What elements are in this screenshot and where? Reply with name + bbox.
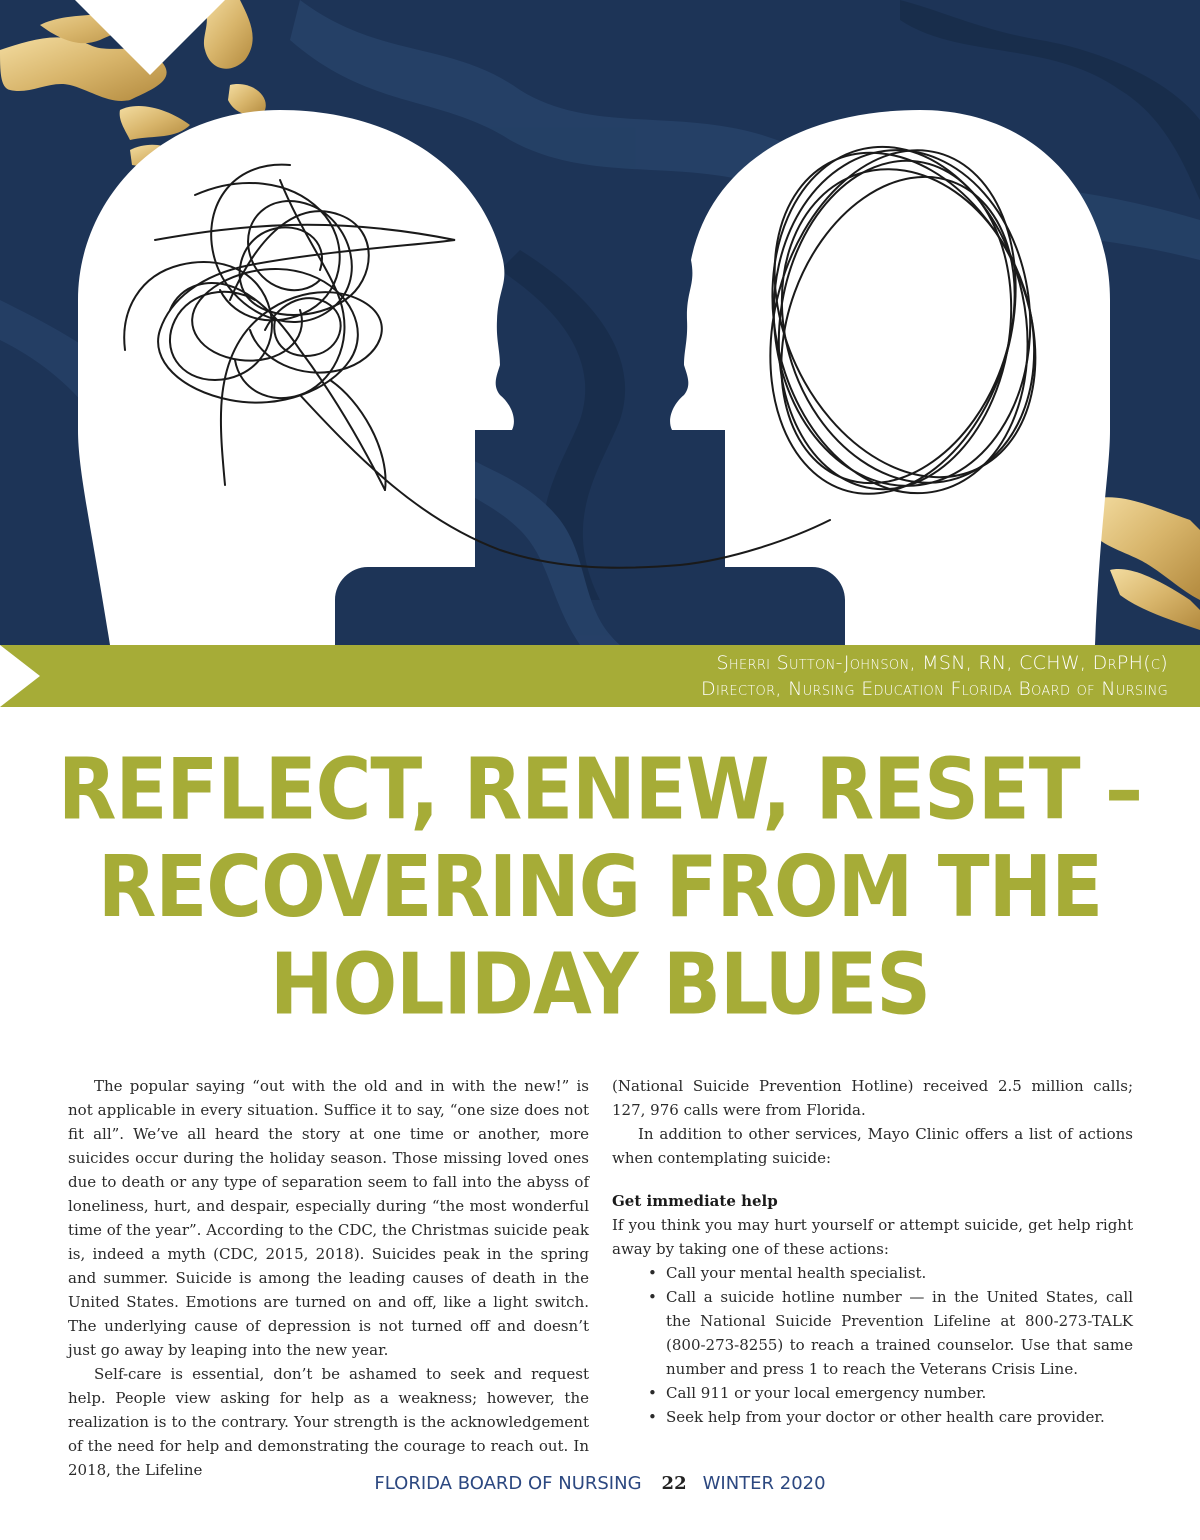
page-footer (0, 1473, 1200, 1494)
body-paragraph: (National Suicide Prevention Hotline) received 2.5 million calls; 127, 976 calls were from Florida. (612, 1077, 1133, 1119)
hero-illustration (0, 0, 1200, 645)
page-number: 22 (661, 1473, 687, 1494)
title-line: RECOVERING FROM THE (97, 836, 1103, 936)
list-item: • Call 911 or your local emergency number. (666, 1381, 1133, 1405)
left-head-silhouette (78, 110, 514, 645)
action-list (612, 1261, 1133, 1429)
body-paragraph: If you think you may hurt yourself or attempt suicide, get help right away by taking one of these actions: (612, 1216, 1133, 1258)
publication-name: FLORIDA BOARD OF NURSING (374, 1473, 642, 1494)
issue-label: WINTER 2020 (702, 1473, 826, 1494)
body-paragraph: Self-care is essential, don’t be ashamed to seek and request help. People view asking for help as a weakness; however, the realization is to the contrary. Your strength is the acknowledgement of the need for help and demonstrating the courage to reach out. In 2018, the Lifeline (68, 1365, 589, 1479)
list-item: • Call a suicide hotline number — in the United States, call the National Suicide Prevention Lifeline at 800-273-TALK (800-273-8255) to reach a trained counselor. Use that same number and press 1 to reach the Veterans Crisis Line. (666, 1285, 1133, 1381)
list-item: • Call your mental health specialist. (666, 1261, 1133, 1285)
title-line: REFLECT, RENEW, RESET – (57, 738, 1143, 839)
title-line: HOLIDAY BLUES (269, 933, 931, 1034)
body-paragraph: In addition to other services, Mayo Clinic offers a list of actions when contemplating suicide: (612, 1125, 1133, 1167)
article-title (0, 740, 1200, 1032)
byline (701, 650, 1168, 702)
author-role: Director, Nursing Education Florida Board of Nursing (701, 678, 1168, 700)
right-head-silhouette (670, 110, 1110, 645)
body-paragraph: The popular saying “out with the old and in with the new!” is not applicable in every situation. Suffice it to say, “one size does not fit all”. We’ve all heard the story at one time or another, more suicides occur during the holiday season. Those missing loved ones due to death or any type of separation seem to fall into the abyss of loneliness, hurt, and despair, especially during “the most wonderful time of the year”. According to the CDC, the Christmas suicide peak is, indeed a myth (CDC, 2015, 2018). Suicides peak in the spring and summer. Suicide is among the leading causes of death in the United States. Emotions are turned on and off, like a light switch. The underlying cause of depression is not turned off and doesn’t just go away by leaping into the new year. (68, 1077, 589, 1359)
right-column (612, 1074, 1133, 1429)
left-column (68, 1074, 589, 1482)
byline-banner (0, 645, 1200, 707)
section-heading: Get immediate help (612, 1192, 778, 1210)
banner-chevron-icon (0, 645, 40, 707)
list-item: • Seek help from your doctor or other health care provider. (666, 1405, 1133, 1429)
author-name: Sherri Sutton-Johnson, MSN, RN, CCHW, DrPH(c) (716, 652, 1168, 674)
